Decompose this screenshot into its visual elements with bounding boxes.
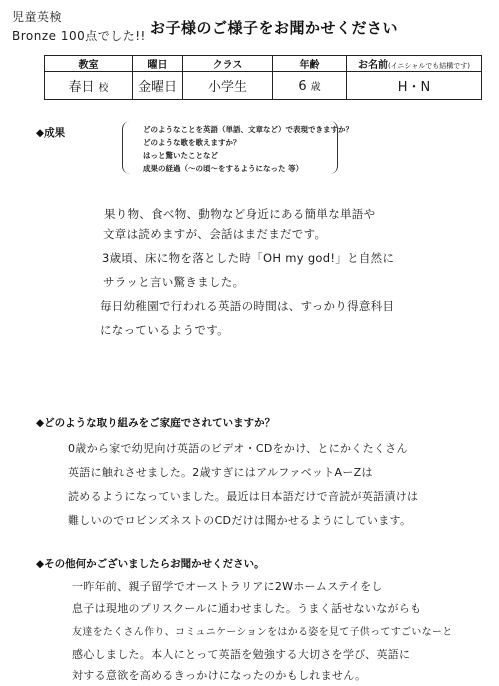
value-class: 小学生 <box>207 80 247 95</box>
header-age: 年齢 <box>273 56 347 72</box>
info-table-header-row <box>45 56 482 72</box>
header-day: 曜日 <box>133 56 183 72</box>
home-heading: ◆どのような取り組みをご家庭でされていますか？ <box>36 417 276 429</box>
results-prompt-4: 成果の経過（～の頃～をするようになった 等） <box>143 164 304 173</box>
handwritten-note-line1: 児童英検 <box>12 10 63 24</box>
header-school: 教室 <box>45 56 133 72</box>
other-answer-line-5: 対する意欲を高めるきっかけになったのかもしれません。 <box>72 669 367 682</box>
page-title: お子様のご様子をお聞かせください <box>150 19 399 37</box>
info-table <box>44 55 482 100</box>
home-answer-line-2: 英語に触れさせました。2歳すぎにはアルファベットAーZは <box>68 466 373 479</box>
results-answer-line-4: サラッと言い驚きました。 <box>103 275 245 289</box>
results-answer-line-3: 3歳頃、床に物を落とした時「OH my god!」と自然に <box>102 251 395 265</box>
other-answer-line-2: 息子は現地のプリスクールに通わせました。うまく話せないながらも <box>72 602 422 615</box>
value-day-cell <box>133 72 183 100</box>
value-name-cell <box>347 72 482 100</box>
other-heading: ◆その他何かございましたらお聞かせください。 <box>36 558 265 570</box>
results-heading: ◆成果 <box>36 127 66 139</box>
results-answer-line-1: 果り物、食べ物、動物など身近にある簡単な単語や <box>104 207 376 221</box>
value-name: H・N <box>397 80 431 95</box>
value-age: 6 <box>298 78 307 94</box>
results-prompt-1: どのようなことを英語（単語、文章など）で表現できますか？ <box>143 125 353 134</box>
home-answer-line-4: 難しいのでロビンズネストのCDだけは聞かせるようにしています。 <box>68 514 412 527</box>
other-answer-line-4: 感心しました。本人にとって英語を勉強する大切さを学び、英語に <box>72 648 411 661</box>
results-answer-line-6: になっているようです。 <box>100 323 229 337</box>
home-answer-line-3: 読めるようになっていました。最近は日本語だけで音読が英語漬けは <box>68 490 419 503</box>
value-school-cell <box>45 72 133 100</box>
info-table-value-row <box>45 72 482 100</box>
handwritten-note-line2: Bronze 100点でした!! <box>12 29 146 43</box>
header-name-label: お名前 <box>357 60 388 71</box>
header-name-note: (イニシャルでも結構です) <box>387 62 471 70</box>
other-answer-line-1: 一昨年前、親子留学でオーストラリアに2Wホームステイをし <box>72 580 383 593</box>
value-age-suffix: 歳 <box>310 81 321 93</box>
other-answer-line-3: 友達をたくさん作り、コミュニケーションをはかる姿を見て子供ってすごいなーと <box>72 627 453 638</box>
header-class: クラス <box>183 56 273 72</box>
value-day: 金曜日 <box>137 80 177 95</box>
header-name <box>347 56 482 72</box>
results-prompt-2: どのような歌を歌えますか？ <box>143 138 241 147</box>
results-prompt-3: はっと驚いたことなど <box>143 151 218 160</box>
results-answer-line-5: 毎日幼稚園で行われる英語の時間は、すっかり得意科目 <box>100 299 395 313</box>
value-school: 春日 <box>68 80 95 95</box>
home-answer-line-1: 0歳から家で幼児向け英語のビデオ・CDをかけ、とにかくたくさん <box>68 442 408 455</box>
value-class-cell <box>183 72 273 100</box>
value-school-suffix: 校 <box>98 83 109 94</box>
results-answer-line-2: 文章は読めますが、会話はまだまだです。 <box>103 227 327 241</box>
value-age-cell <box>273 72 347 100</box>
